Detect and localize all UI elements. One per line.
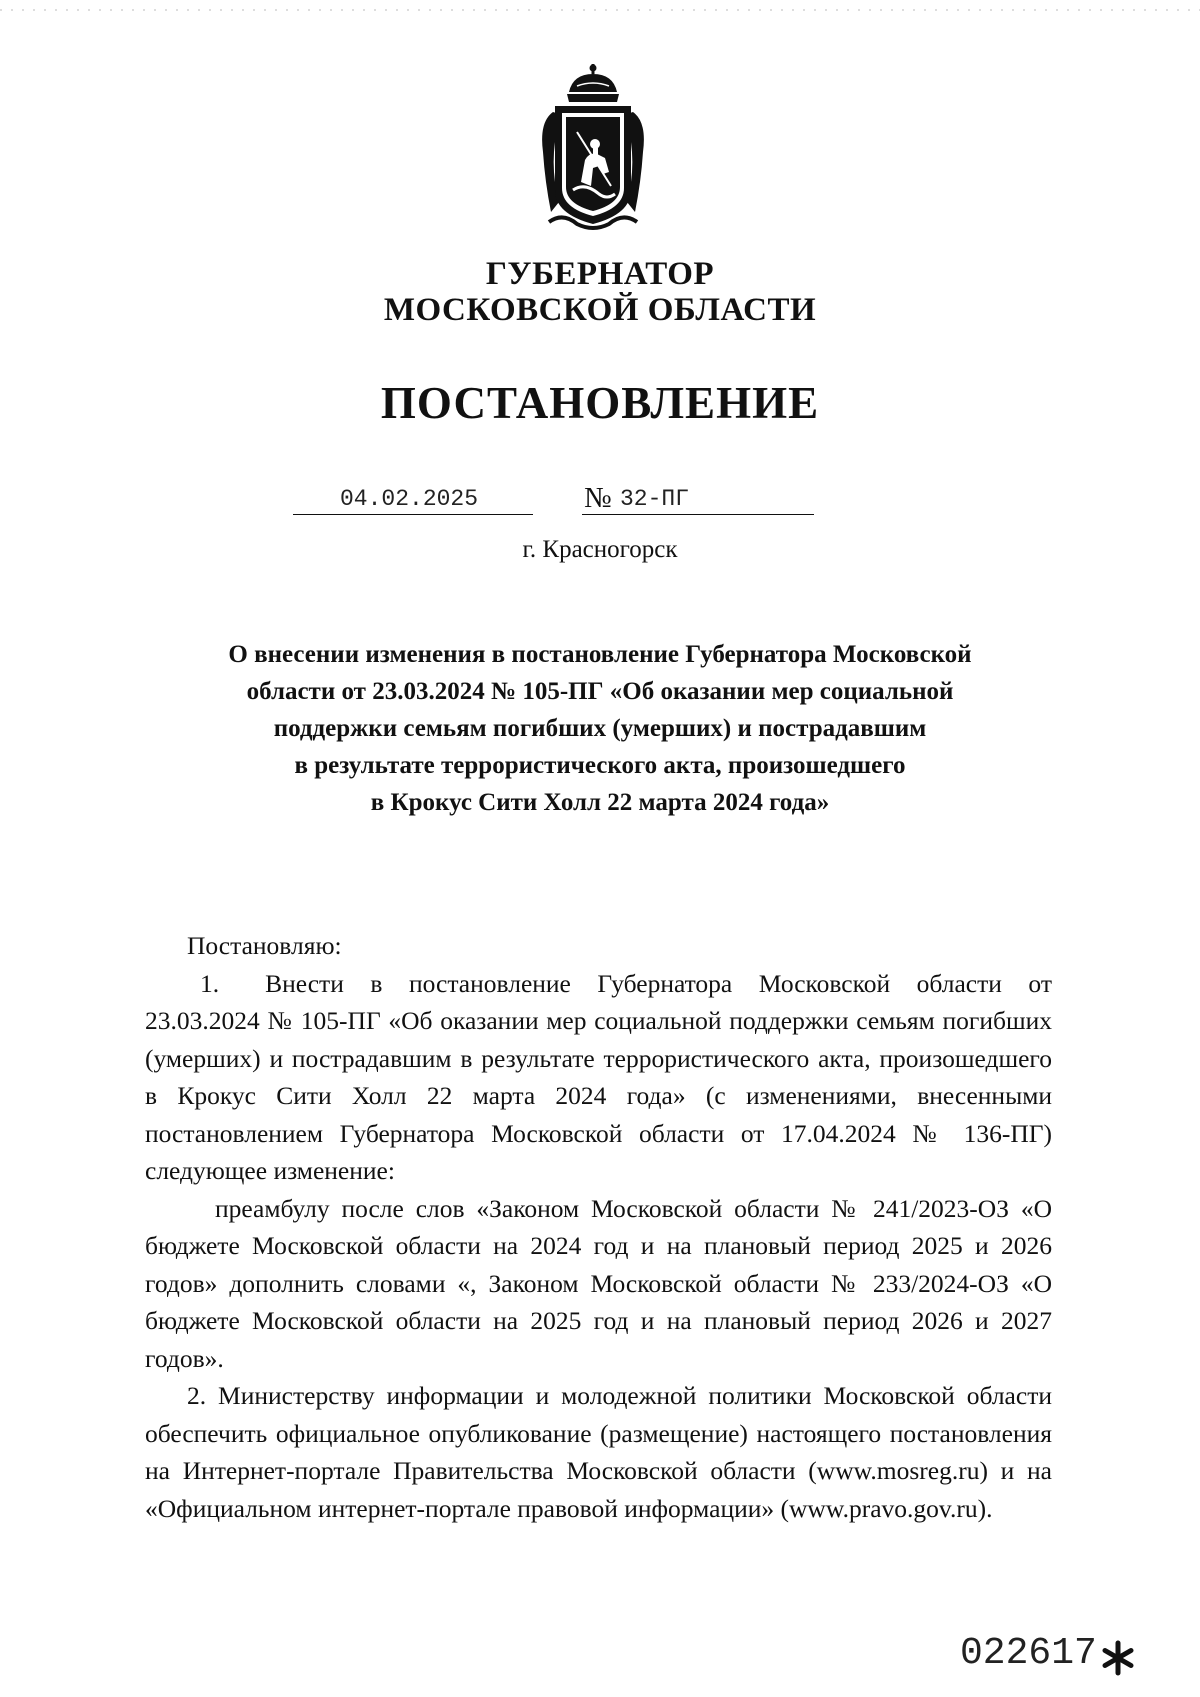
subject-line: в результате террористического акта, произошедшего [294,752,906,779]
date-underline [293,514,533,515]
authority-title-line2: МОСКОВСКОЙ ОБЛАСТИ [383,292,817,328]
number-underline [582,514,814,515]
item-1-text: Внести в постановление Губернатора Московской области от 23.03.2024 № 105-ПГ «Об оказании мер социальной поддержки семьям погибших (умерших) и пострадавшим в результате террористического акта, произошедшего в Крокус Сити Холл 22 марта 2024 года» (с изменениями, внесенными постановлением Губернатора Московской области от 17.04.2024 № 136-ПГ) следующее изменение: [145,968,1052,1185]
paragraph-item-1 [145,965,1052,1190]
authority-title-line1: ГУБЕРНАТОР [485,256,715,292]
serial-number: 022617 [960,1632,1097,1675]
scan-edge-noise [0,8,1200,12]
document-subject-title [160,636,1040,821]
document-body [145,927,1052,1527]
item-1-number: 1. [200,968,220,998]
subject-line: в Крокус Сити Холл 22 марта 2024 года» [370,789,830,816]
city-of-issue: г. Красногорск [522,536,678,563]
number-sign: № [584,482,612,514]
asterisk-icon [1098,1638,1138,1678]
coat-of-arms-emblem [533,62,653,232]
subject-line: О внесении изменения в постановление Губернатора Московской [228,641,972,668]
subject-line: области от 23.03.2024 № 105-ПГ «Об оказании мер социальной [246,678,954,705]
subject-line: поддержки семьям погибших (умерших) и пострадавшим [273,715,927,742]
decree-word: Постановляю: [187,931,342,960]
paragraph-amendment: преамбулу после слов «Законом Московской области № 241/2023-ОЗ «О бюджете Московской области на 2024 год и на плановый период 2025 и 2026 годов» дополнить словами «, Законом Московской области № 233/2024-ОЗ «О бюджете Московской области на 2025 год и на плановый период 2026 и 2027 годов». [145,1193,1052,1373]
document-number: 32-ПГ [620,486,690,512]
document-date: 04.02.2025 [340,486,479,512]
document-type-heading: ПОСТАНОВЛЕНИЕ [380,378,820,428]
paragraph-item-2: 2. Министерству информации и молодежной политики Московской области обеспечить официальное опубликование (размещение) настоящего постановления на Интернет-портале Правительства Московской области (www.mosreg.ru) и на «Официальном интернет-портале правовой информации» (www.pravo.gov.ru). [145,1381,1052,1523]
registration-line [0,482,1200,516]
